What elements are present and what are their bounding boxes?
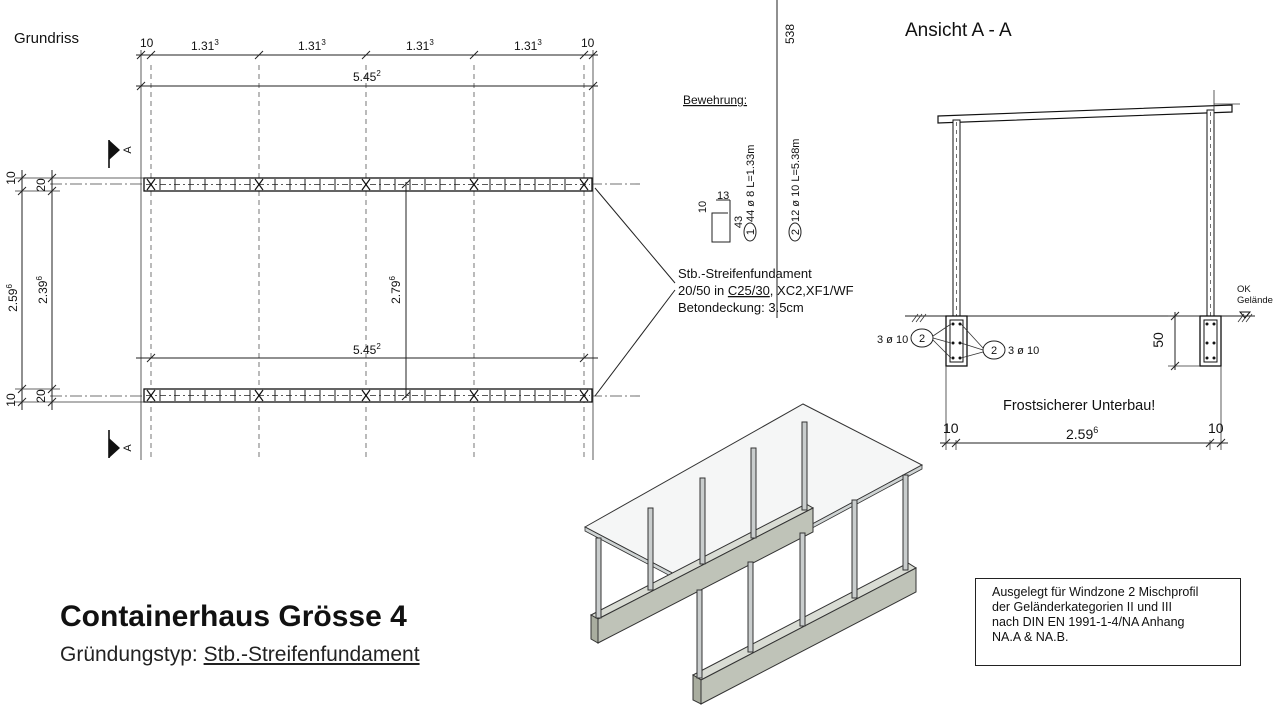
footing-left-section bbox=[946, 316, 967, 366]
svg-text:2.596: 2.59$^6$ bbox=[1066, 425, 1099, 442]
dim-bay-2: 1.31$^3$ bbox=[298, 38, 326, 53]
svg-text:10: 10 bbox=[1208, 420, 1224, 436]
stirrup-shape bbox=[697, 190, 745, 242]
plan-lower-dimension bbox=[136, 342, 598, 362]
section-heading: Ansicht A - A bbox=[905, 20, 1012, 41]
dim-total-top: 5.45$^2$ bbox=[353, 69, 381, 84]
svg-text:A: A bbox=[122, 146, 134, 154]
wind-note-line-3: nach DIN EN 1991-1-4/NA Anhang bbox=[992, 615, 1185, 629]
svg-text:3 ø 10: 3 ø 10 bbox=[1008, 345, 1040, 357]
svg-text:43: 43 bbox=[733, 215, 745, 229]
svg-text:20/50 in C25/30, XC2,XF1/WF: 20/50 in C25/30, XC2,XF1/WF bbox=[678, 283, 854, 298]
drawing-title: Containerhaus Grösse 4 bbox=[60, 600, 407, 633]
footing-depth-dimension bbox=[1150, 312, 1200, 370]
svg-text:10: 10 bbox=[943, 420, 959, 436]
svg-text:13: 13 bbox=[717, 190, 730, 202]
svg-text:Stb.-Streifenfundament: Stb.-Streifenfundament bbox=[678, 266, 812, 281]
bar-mark-1 bbox=[744, 145, 757, 241]
bar-mark-2 bbox=[789, 139, 802, 241]
footing-strip-top bbox=[144, 178, 592, 191]
svg-text:20: 20 bbox=[34, 389, 48, 403]
svg-text:2.396: 2.39$^6$ bbox=[35, 276, 50, 304]
rebar-callout-left bbox=[877, 324, 951, 358]
roof-beam bbox=[938, 105, 1232, 123]
svg-text:2: 2 bbox=[918, 333, 926, 345]
plan-left-dimensions bbox=[4, 170, 150, 410]
isometric-view bbox=[585, 404, 922, 704]
dim-edge-right: 10 bbox=[581, 36, 595, 50]
reinforcement-heading: Bewehrung: bbox=[683, 93, 748, 107]
foundation-note bbox=[678, 266, 854, 315]
svg-text:A: A bbox=[122, 444, 134, 452]
ground-level-label-2: Gelände bbox=[1237, 295, 1273, 306]
wind-note-line-2: der Geländerkategorien II und III bbox=[992, 600, 1172, 614]
section-view bbox=[877, 20, 1273, 450]
svg-text:2: 2 bbox=[990, 345, 998, 357]
section-marker-bottom bbox=[109, 430, 134, 458]
svg-text:10: 10 bbox=[4, 393, 18, 407]
svg-text:Betondeckung: 3.5cm: Betondeckung: 3.5cm bbox=[678, 300, 804, 315]
dim-bay-4: 1.31$^3$ bbox=[514, 38, 542, 53]
dim-edge-left: 10 bbox=[140, 36, 154, 50]
svg-text:12 ø 10 L=5.38m: 12 ø 10 L=5.38m bbox=[790, 138, 802, 222]
foundation-type bbox=[60, 643, 420, 667]
svg-text:50: 50 bbox=[1150, 332, 1166, 348]
post-left bbox=[953, 120, 960, 318]
note-leader-lines bbox=[595, 188, 675, 396]
svg-text:1: 1 bbox=[745, 228, 757, 236]
wind-note-line-4: NA.A & NA.B. bbox=[992, 630, 1069, 644]
plan-center-span bbox=[388, 180, 410, 400]
wind-note-line-1: Ausgelegt für Windzone 2 Mischprofil bbox=[992, 585, 1199, 599]
bar2-length: 538 bbox=[783, 23, 797, 45]
svg-text:2.596: 2.59$^6$ bbox=[5, 284, 20, 312]
svg-text:10: 10 bbox=[697, 200, 709, 214]
foundation-type-label: Gründungstyp: bbox=[60, 643, 204, 666]
footing-strip-bottom bbox=[144, 389, 592, 402]
svg-text:44 ø 8 L=1.33m: 44 ø 8 L=1.33m bbox=[745, 144, 757, 222]
dim-total-lower: 5.45$^2$ bbox=[353, 342, 381, 357]
dim-bay-3: 1.31$^3$ bbox=[406, 38, 434, 53]
svg-text:2.796: 2.79$^6$ bbox=[388, 276, 403, 304]
plan-view bbox=[4, 30, 675, 460]
dim-bay-1: 1.31$^3$ bbox=[191, 38, 219, 53]
wind-load-note bbox=[975, 578, 1241, 666]
frost-protection-label: Frostsicherer Unterbau! bbox=[1003, 398, 1156, 414]
plan-heading: Grundriss bbox=[14, 30, 80, 47]
post-right bbox=[1207, 110, 1214, 318]
footing-right-section bbox=[1200, 316, 1221, 366]
svg-text:10: 10 bbox=[4, 171, 18, 185]
rebar-callout-right bbox=[961, 324, 1039, 359]
section-marker-top bbox=[109, 140, 134, 168]
svg-text:20: 20 bbox=[34, 178, 48, 192]
plan-top-dimension-chain bbox=[136, 36, 598, 90]
ground-level-label-1: OK bbox=[1237, 284, 1251, 295]
svg-text:2: 2 bbox=[790, 228, 802, 236]
foundation-type-value: Stb.-Streifenfundament bbox=[203, 643, 420, 666]
svg-text:3 ø 10: 3 ø 10 bbox=[877, 334, 909, 346]
